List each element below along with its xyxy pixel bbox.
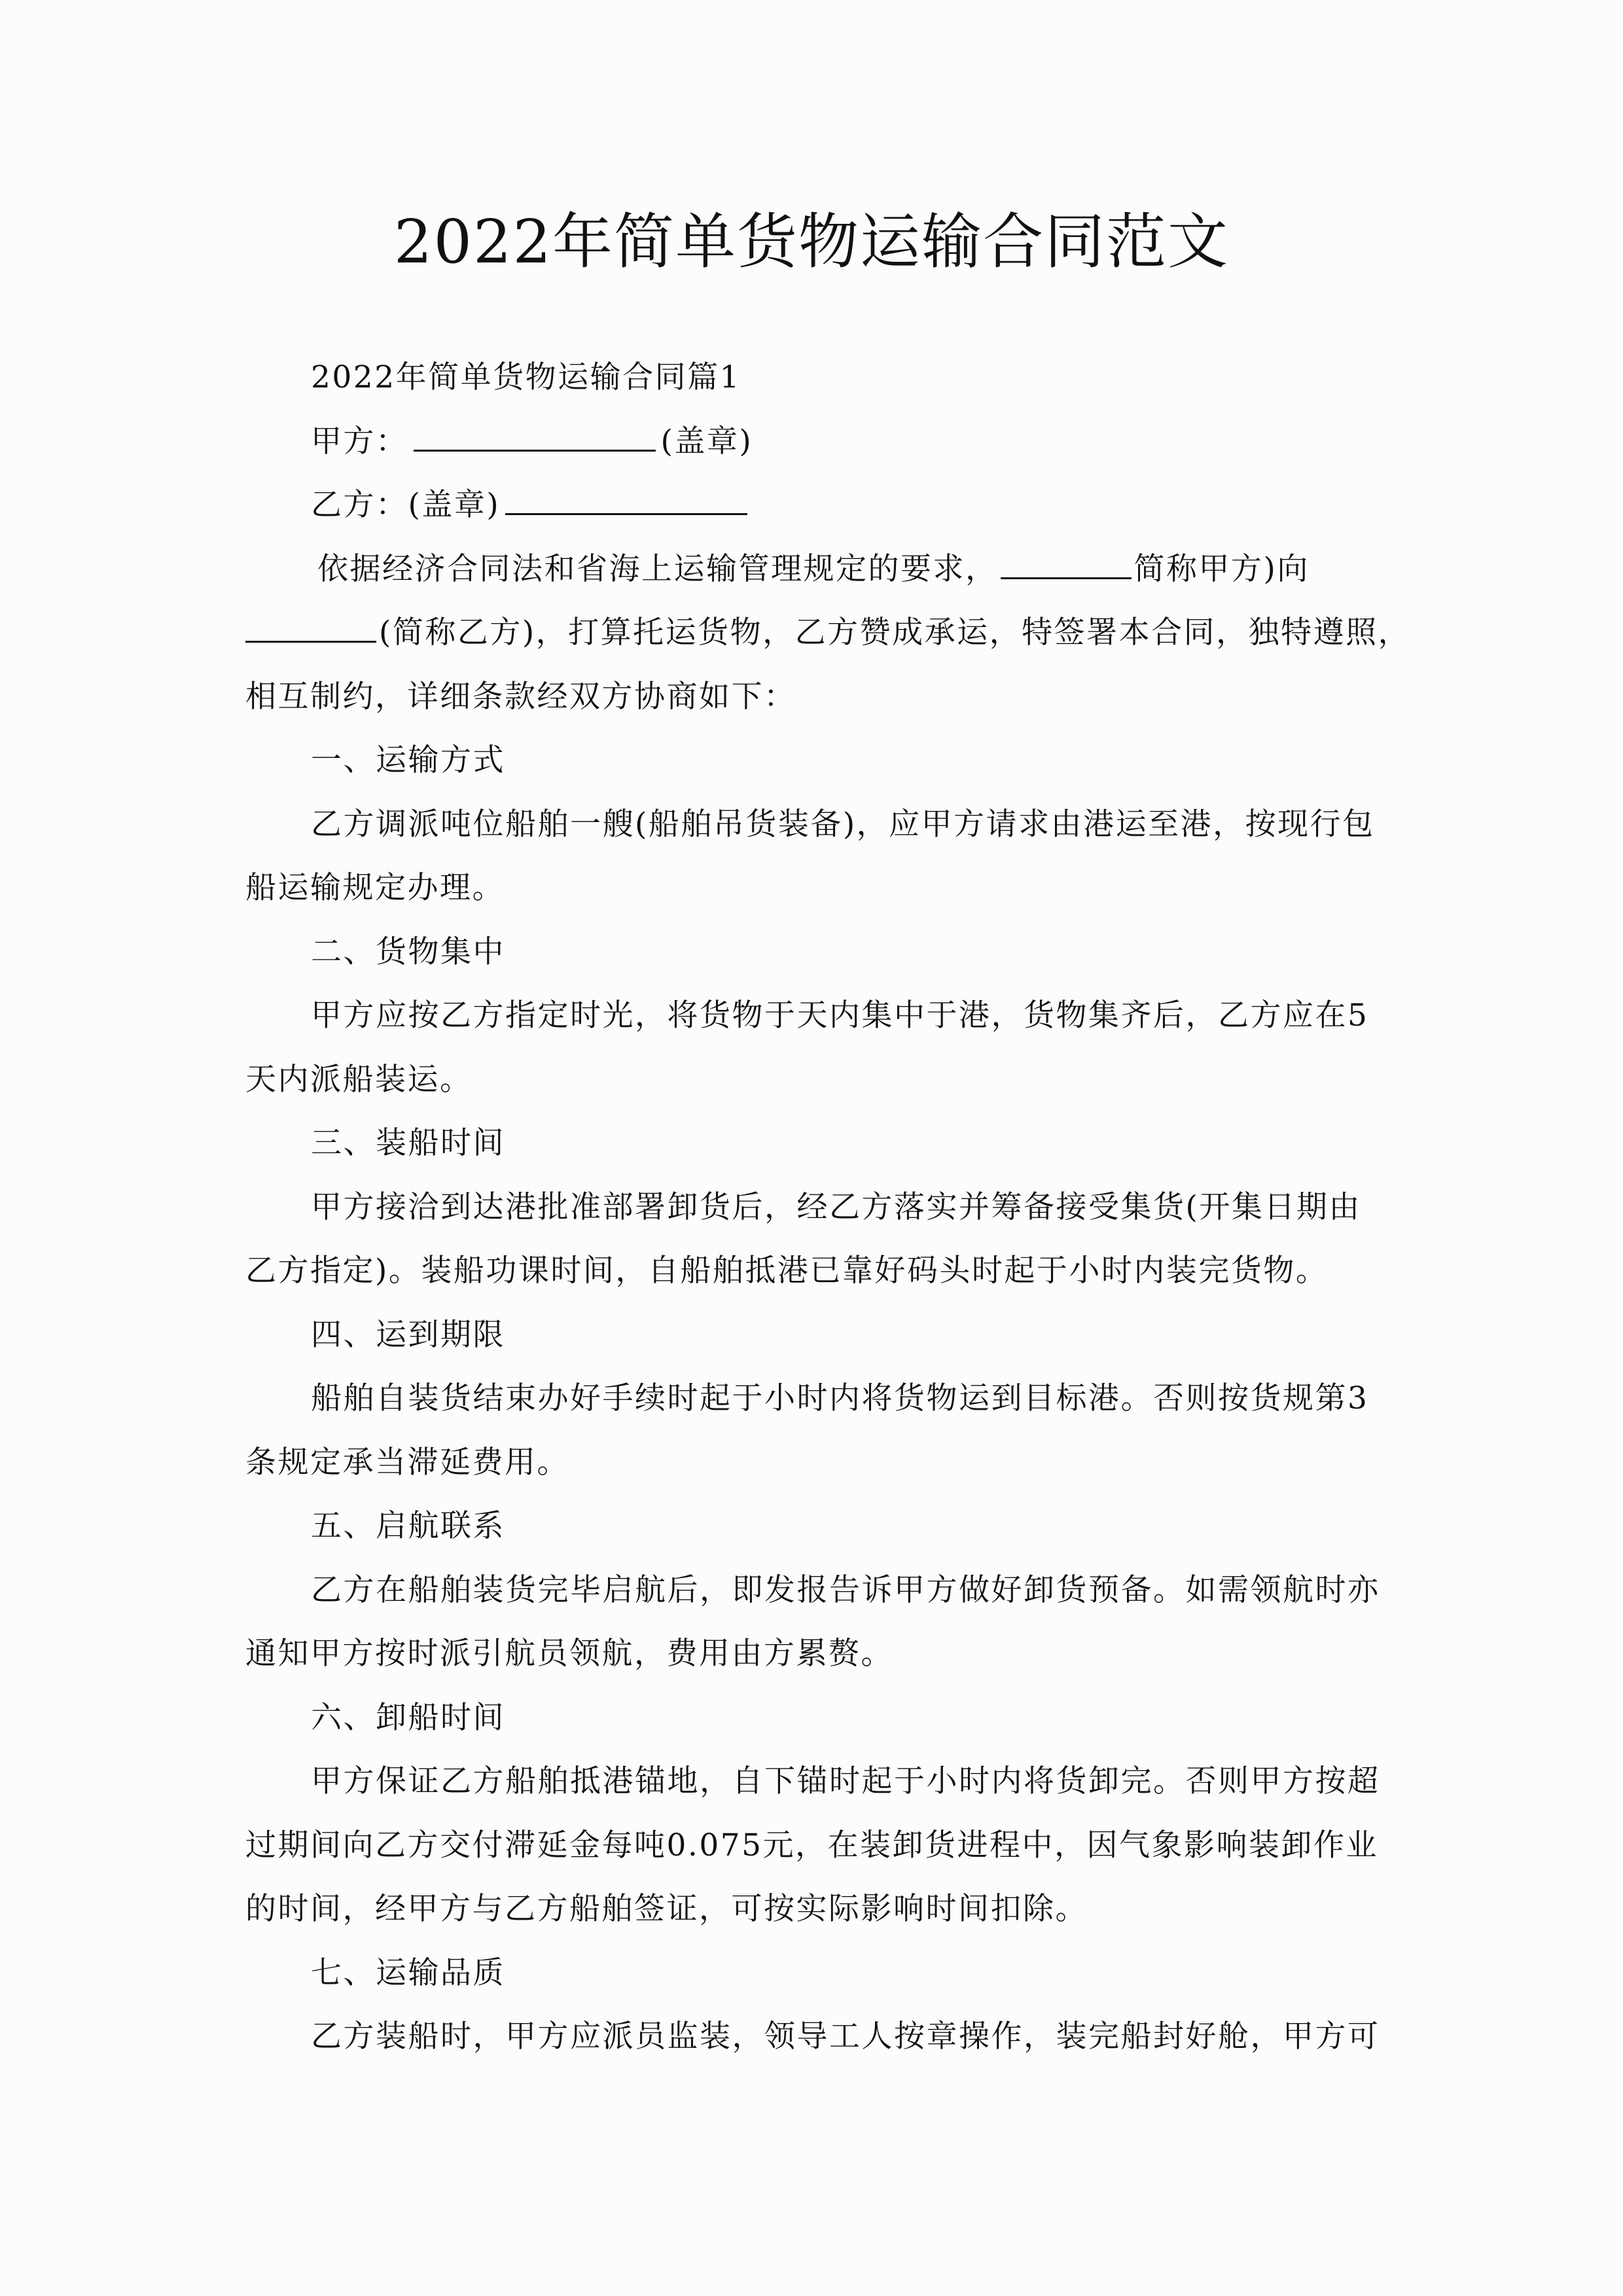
party-b-seal: (盖章) (408, 487, 501, 523)
section-heading: 四、运到期限 (311, 1316, 505, 1353)
party-b-name-blank (245, 615, 376, 643)
intro-text: (简称乙方)，打算托运货物，乙方赞成承运，特签署本合同，独特遵照， (379, 615, 1411, 651)
party-a-seal: (盖章) (660, 423, 753, 459)
section-heading: 五、启航联系 (311, 1508, 505, 1544)
party-b-label: 乙方： (311, 487, 408, 523)
intro-text: 简称甲方)向 (1133, 550, 1310, 587)
section-text: 船舶自装货结束办好手续时起于小时内将货物运到目标港。否则按货规第3 (311, 1380, 1369, 1416)
document-title: 2022年简单货物运输合同范文 (393, 207, 1230, 277)
section-text: 乙方指定)。装船功课时间，自船舶抵港已靠好码头时起于小时内装完货物。 (245, 1253, 1329, 1289)
section-heading: 二、货物集中 (311, 933, 505, 970)
party-a-line (245, 410, 1379, 474)
section-text: 甲方应按乙方指定时光，将货物于天内集中于港，货物集齐后，乙方应在5 (311, 997, 1369, 1033)
intro-line-3: 相互制约，详细条款经双方协商如下： (245, 678, 796, 715)
section-text: 乙方调派吨位船舶一艘(船舶吊货装备)，应甲方请求由港运至港，按现行包 (311, 806, 1375, 842)
section-text: 过期间向乙方交付滞延金每吨0.075元，在装卸货进程中，因气象影响装卸作业 (245, 1827, 1379, 1863)
section-text: 的时间，经甲方与乙方船舶签证，可按实际影响时间扣除。 (245, 1891, 1088, 1927)
section-text: 条规定承当滞延费用。 (245, 1444, 569, 1480)
party-a-blank (414, 423, 656, 452)
section-text: 甲方保证乙方船舶抵港锚地，自下锚时起于小时内将货卸完。否则甲方按超 (311, 1763, 1380, 1799)
contract-subtitle: 2022年简单货物运输合同篇1 (311, 359, 741, 395)
section-heading: 三、装船时间 (311, 1125, 505, 1161)
document-body (245, 346, 1411, 2069)
section-text: 天内派船装运。 (245, 1061, 473, 1098)
intro-line-1 (245, 537, 1379, 601)
section-text: 乙方装船时，甲方应派员监装，领导工人按章操作，装完船封好舱，甲方可 (311, 2018, 1380, 2054)
section-text: 乙方在船舶装货完毕启航后，即发报告诉甲方做好卸货预备。如需领航时亦 (311, 1571, 1380, 1608)
party-b-line (245, 473, 1379, 537)
party-b-blank (505, 487, 747, 515)
section-heading: 六、卸船时间 (311, 1699, 505, 1736)
section-heading: 一、运输方式 (311, 742, 505, 778)
party-a-label: 甲方： (311, 423, 408, 459)
intro-line-2 (245, 601, 1411, 665)
section-heading: 七、运输品质 (311, 1954, 505, 1991)
section-text: 船运输规定办理。 (245, 870, 505, 906)
intro-text: 依据经济合同法和省海上运输管理规定的要求， (317, 550, 998, 587)
section-text: 甲方接洽到达港批准部署卸货后，经乙方落实并筹备接受集货(开集日期由 (311, 1189, 1361, 1225)
party-a-name-blank (1001, 551, 1132, 579)
section-text: 通知甲方按时派引航员领航，费用由方累赘。 (245, 1636, 893, 1672)
